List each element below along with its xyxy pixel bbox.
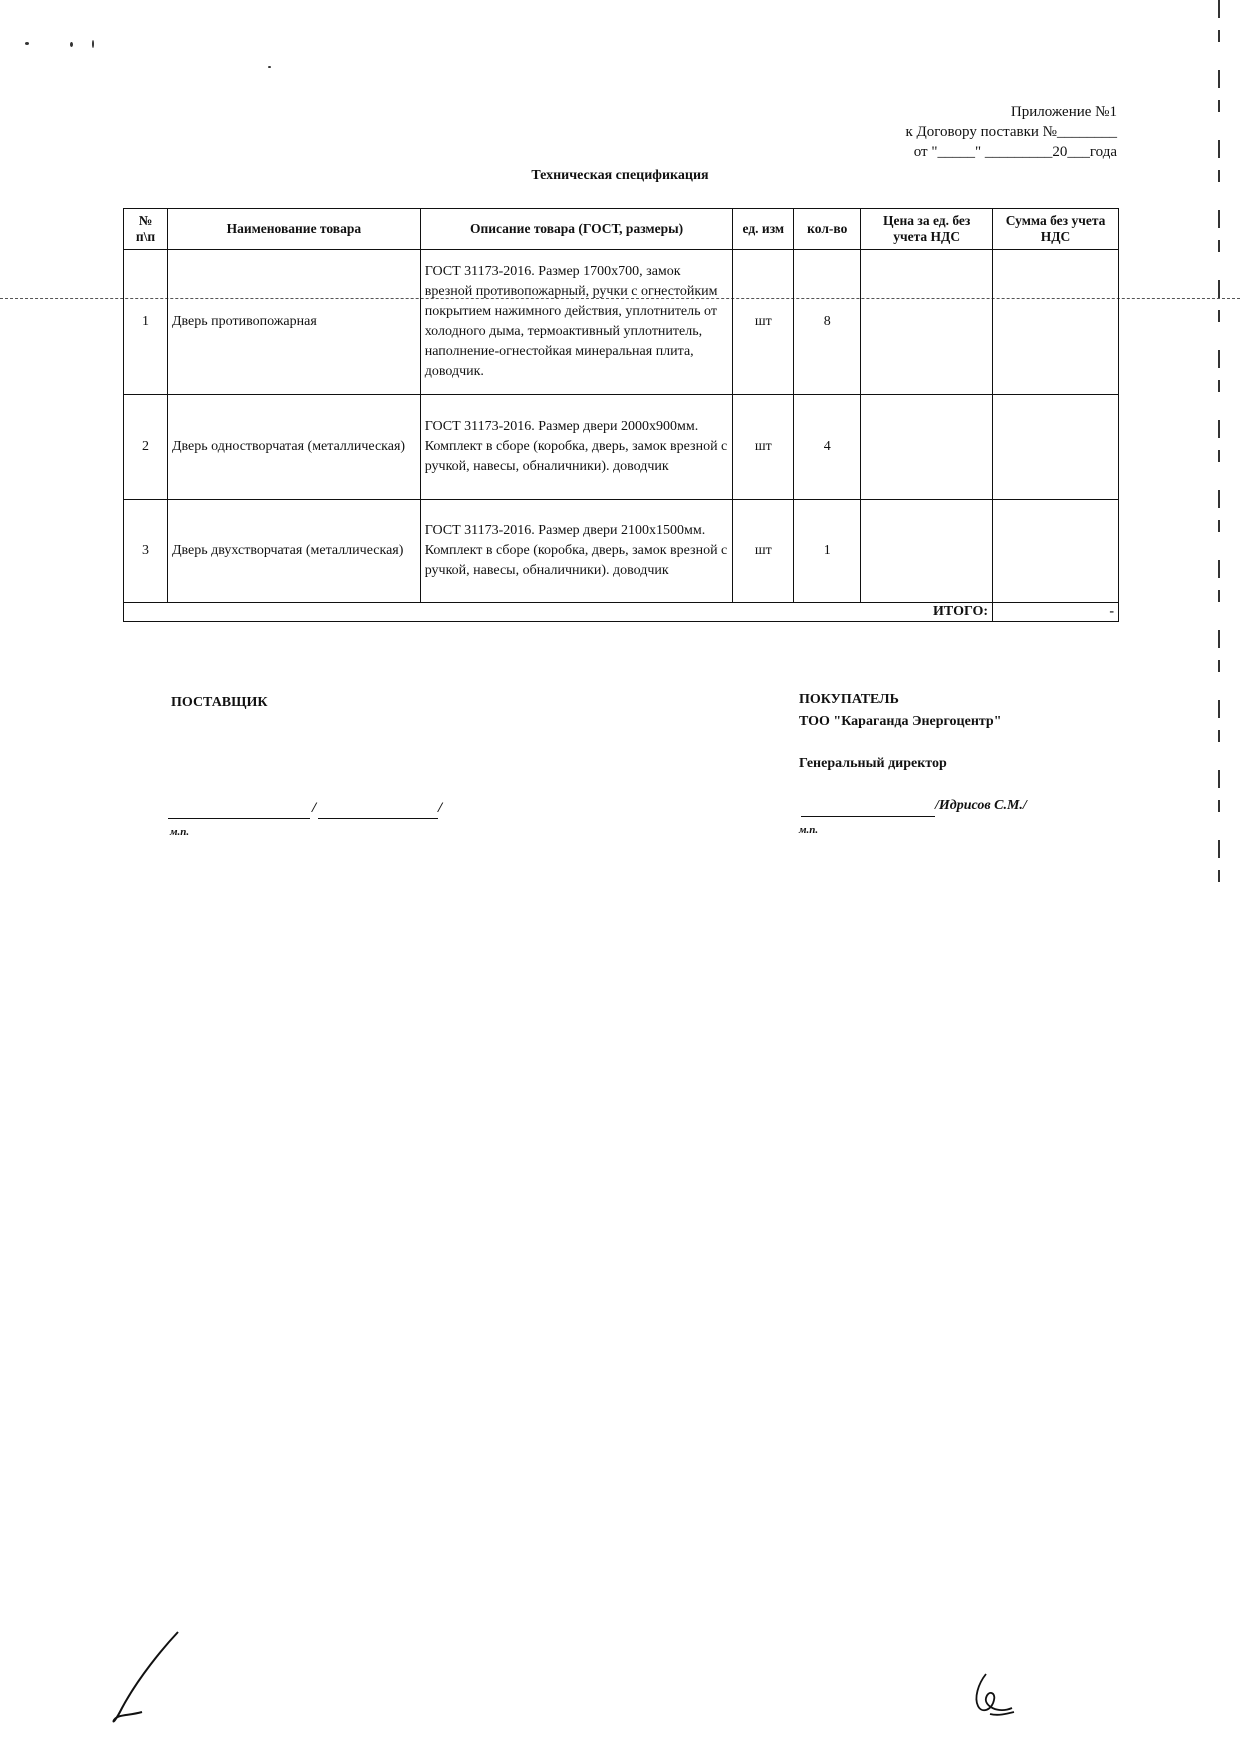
buyer-position: Генеральный директор <box>799 756 947 771</box>
cell-qty: 8 <box>794 250 861 395</box>
header-num: № п\п <box>124 209 168 250</box>
handwritten-initial-right <box>968 1670 1018 1720</box>
supplier-signature-line <box>168 818 310 819</box>
cell-num: 2 <box>124 395 168 500</box>
supplier-name-line <box>318 818 438 819</box>
table-row <box>124 500 1119 603</box>
table-row <box>124 250 1119 395</box>
specification-table <box>123 208 1119 622</box>
supplier-stamp-place: м.п. <box>170 826 190 838</box>
header-name: Наименование товара <box>167 209 420 250</box>
cell-description: ГОСТ 31173-2016. Размер двери 2000х900мм. Комплект в сборе (коробка, дверь, замок врезной с ручкой, навесы, обналичники). доводчик <box>420 395 733 500</box>
buyer-company: ТОО "Караганда Энергоцентр" <box>799 714 1002 729</box>
scan-speck <box>92 40 94 48</box>
header-unit: ед. изм <box>733 209 794 250</box>
table-header-row <box>124 209 1119 250</box>
buyer-signatory: /Идрисов С.М./ <box>935 798 1027 813</box>
scan-edge-artifact <box>1218 0 1220 900</box>
appendix-line-2: к Договору поставки №________ <box>905 124 1117 140</box>
supplier-slash: / <box>312 800 317 816</box>
appendix-header <box>906 102 1118 162</box>
header-price: Цена за ед. без учета НДС <box>861 209 993 250</box>
supplier-heading: ПОСТАВЩИК <box>171 695 268 710</box>
cell-description: ГОСТ 31173-2016. Размер двери 2100х1500мм. Комплект в сборе (коробка, дверь, замок врезной с ручкой, навесы, обналичники). доводчик <box>420 500 733 603</box>
cell-description: ГОСТ 31173-2016. Размер 1700х700, замок врезной противопожарный, ручки с огнестойким покрытием нажимного действия, уплотнитель от холодного дыма, термоактивный уплотнитель, наполнение-огнестойкая минеральная плита, доводчик. <box>420 250 733 395</box>
supplier-slash: / <box>438 800 443 816</box>
scan-speck <box>25 42 29 45</box>
header-description: Описание товара (ГОСТ, размеры) <box>420 209 733 250</box>
buyer-signature-line <box>801 816 935 817</box>
table-row <box>124 395 1119 500</box>
scan-speck <box>70 42 73 47</box>
total-value: - <box>993 603 1119 622</box>
header-qty: кол-во <box>794 209 861 250</box>
cell-num: 1 <box>124 250 168 395</box>
cell-num: 3 <box>124 500 168 603</box>
total-label: ИТОГО: <box>124 603 993 622</box>
cell-name: Дверь одностворчатая (металлическая) <box>167 395 420 500</box>
scan-speck <box>268 66 271 68</box>
header-sum: Сумма без учета НДС <box>993 209 1119 250</box>
cell-name: Дверь противопожарная <box>167 250 420 395</box>
cell-price <box>861 500 993 603</box>
cell-price <box>861 250 993 395</box>
cell-sum <box>993 250 1119 395</box>
cell-sum <box>993 500 1119 603</box>
appendix-line-1: Приложение №1 <box>1010 104 1117 120</box>
total-row <box>124 603 1119 622</box>
cell-qty: 4 <box>794 395 861 500</box>
handwritten-initial-left <box>108 1628 188 1728</box>
buyer-stamp-place: м.п. <box>799 824 819 836</box>
cell-unit: шт <box>733 500 794 603</box>
buyer-heading: ПОКУПАТЕЛЬ <box>799 692 899 707</box>
cell-name: Дверь двухстворчатая (металлическая) <box>167 500 420 603</box>
cell-qty: 1 <box>794 500 861 603</box>
cell-unit: шт <box>733 250 794 395</box>
cell-unit: шт <box>733 395 794 500</box>
cell-sum <box>993 395 1119 500</box>
document-title: Техническая спецификация <box>531 168 709 183</box>
appendix-line-3: от "_____" _________20___года <box>913 144 1117 160</box>
cell-price <box>861 395 993 500</box>
